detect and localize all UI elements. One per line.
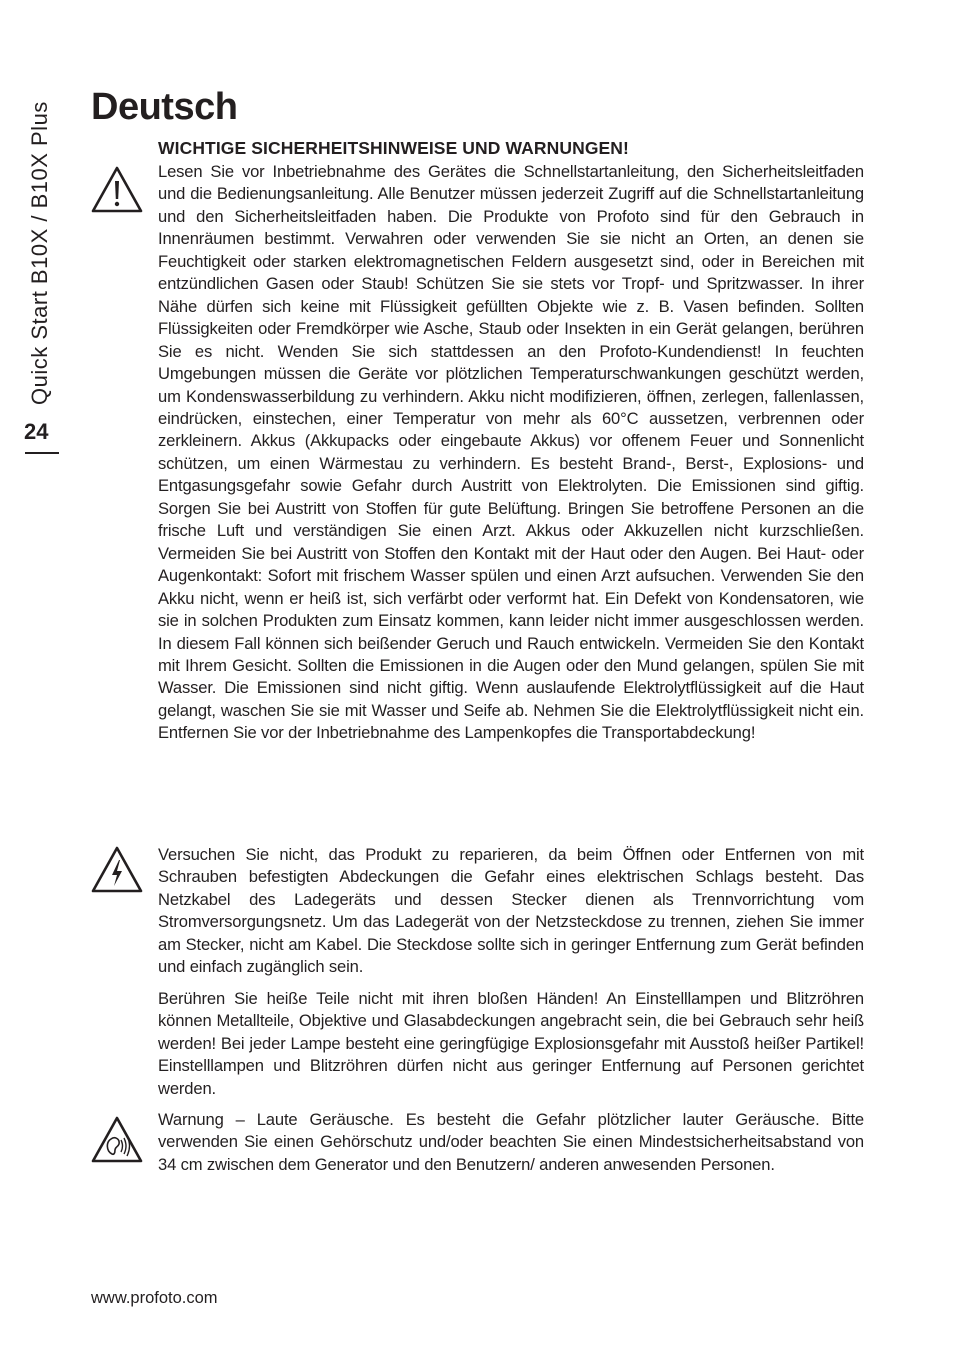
page-number-rule (25, 452, 59, 454)
page-title: Deutsch (91, 86, 238, 128)
electric-shock-warning-icon (90, 845, 144, 895)
footer-website-link[interactable]: www.profoto.com (91, 1289, 218, 1307)
warning-paragraph-hot-parts: Berühren Sie heiße Teile nicht mit ihren bloßen Händen! An Einstelllampen und Blitzröhren können Metallteile, Objektive und Glasabdeckungen angebracht sein, die bei Gebrauch sehr heiß werden! Bei jeder Lampe besteht eine geringfügige Explosionsgefahr mit Ausstoß heißer Partikel! Einstelllampen und Blitzröhren dürfen nicht aus geringer Entfernung auf Personen gerichtet werden. (158, 989, 864, 1098)
product-title-vertical: Quick Start B10X / B10X Plus (27, 101, 52, 405)
page-number: 24 (24, 419, 49, 444)
warning-paragraph-noise: Warnung – Laute Geräusche. Es besteht die Gefahr plötzlicher lauter Geräusche. Bitte verwenden Sie einen Gehörschutz und/oder beachten Sie einen Mindestsicherheitsabstand von 34 cm zwischen dem Generator und den Benutzern/ anderen anwesenden Personen. (158, 1110, 864, 1174)
warning-paragraph-electric: Versuchen Sie nicht, das Produkt zu reparieren, da beim Öffnen oder Entfernen von mit Schrauben befestigten Abdeckungen die Gefahr eines elektrischen Schlags besteht. Das Netzkabel des Ladegeräts und dessen Stecker dienen als Trennvorrichtung vom Stromversorgungsnetz. Um das Ladegerät von der Netzsteckdose zu trennen, ziehen Sie immer am Stecker, nicht am Kabel. Die Steckdose sollte sich in geringer Entfernung zum Gerät befinden und einfach zugänglich sein. (158, 845, 864, 977)
section-heading: WICHTIGE SICHERHEITSHINWEISE UND WARNUNGEN! (158, 138, 629, 158)
general-warning-icon (90, 165, 144, 215)
warning-paragraph-general: Lesen Sie vor Inbetriebnahme des Gerätes die Schnellstartanleitung, den Sicherheitsleitfaden und die Bedienungsanleitung. Alle Benutzer müssen jederzeit Zugriff auf die Schnellstartanleitung und den Sicherheitsleitfaden haben. Die Produkte von Profoto sind für den Gebrauch in Innenräumen bestimmt. Verwahren oder verwenden Sie sie nicht an Orten, an denen sie Feuchtigkeit oder starken elektromagnetischen Feldern ausgesetzt sind, oder in Bereichen mit entzündlichen Gasen oder Staub! Schützen Sie sie stets vor Tropf- und Spritzwasser. In ihrer Nähe dürfen sich keine mit Flüssigkeit gefüllten Objekte wie z. B. Vasen befinden. Sollten Flüssigkeiten oder Fremdkörper wie Asche, Staub oder Insekten in ein Gerät gelangen, berühren Sie es nicht. Wenden Sie sich stattdessen an den Profoto-Kundendienst! In feuchten Umgebungen müssen die Geräte vor plötzlichen Temperaturschwankungen geschützt werden, um Kondenswasserbildung zu verhindern. Akku nicht modifizieren, öffnen, zerlegen, fallenlassen, eindrücken, einstechen, einer Temperatur von mehr als 60°C aussetzen, verbrennen oder zerkleinern. Akkus (Akkupacks oder eingebaute Akkus) vor offenem Feuer und Sonnenlicht schützen, um einen Wärmestau zu verhindern. Es besteht Brand-, Berst-, Explosions- und Entgasungsgefahr sowie Gefahr durch Austritt von Elektrolyten. Die Emissionen sind giftig. Sorgen Sie bei Austritt von Stoffen für gute Belüftung. Bringen Sie betroffene Personen an die frische Luft und verständigen Sie einen Arzt. Akkus oder Akkuzellen nicht kurzschließen. Vermeiden Sie bei Austritt von Stoffen den Kontakt mit der Haut oder den Augen. Bei Haut- oder Augenkontakt: Sofort mit frischem Wasser spülen und einen Arzt aufsuchen. Verwenden Sie den Akku nicht, wenn er heiß ist, sich verfärbt oder verformt hat. Ein Defekt von Kondensatoren, wie sie in solchen Produkten zum Einsatz kommen, kann leider nicht immer ausgeschlossen werden. In diesem Fall können sich beißender Geruch und Rauch entwickeln. Vermeiden Sie den Kontakt mit Ihrem Gesicht. Sollten die Emissionen in die Augen oder den Mund gelangen, spülen Sie mit Wasser. Die Emissionen sind nicht giftig. Wenn auslaufende Elektrolytflüssigkeit auf die Haut gelangt, waschen Sie sie mit Wasser und Seife ab. Nehmen Sie die Elektrolytflüssigkeit nicht ein. Entfernen Sie vor der Inbetriebnahme des Lampenkopfes die Transportabdeckung! (158, 162, 864, 743)
loud-noise-warning-icon (90, 1115, 144, 1165)
